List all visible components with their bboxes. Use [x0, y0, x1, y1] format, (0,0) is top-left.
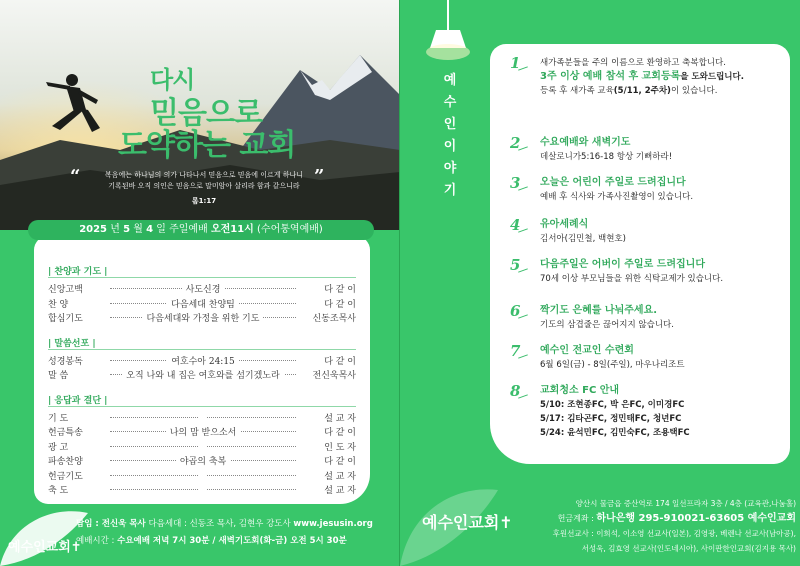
order-row [48, 311, 356, 325]
date-month-unit: 월 [133, 224, 143, 235]
order-item-detail-text: 나의 맘 받으소서 [166, 428, 241, 438]
date-month: 5 [123, 224, 131, 235]
offering-account-line [520, 511, 796, 526]
date-year: 2025 [79, 224, 108, 235]
section-label: | 찬양과 기도 | [48, 267, 108, 277]
order-item-name: 기 도 [48, 413, 69, 424]
title-line-2: 믿음으로 [150, 96, 262, 131]
news-card [490, 44, 790, 464]
service-date-banner [28, 220, 374, 240]
news-line: 5/24: 윤석민FC, 김민숙FC, 조용택FC [540, 428, 690, 438]
order-row [48, 411, 356, 425]
news-body [540, 258, 780, 286]
order-item-leader: 다 같 이 [324, 285, 356, 295]
news-number: 7 [510, 342, 521, 360]
order-item-leader: 다 같 이 [324, 428, 356, 438]
section-divider [48, 277, 356, 278]
service-name: 주일예배 [169, 224, 208, 235]
order-item-name: 신앙고백 [48, 285, 83, 295]
order-item-detail [110, 454, 296, 467]
church-logo [422, 510, 513, 533]
news-body [540, 56, 780, 98]
news-line: 예배 후 식사와 가족사진촬영이 있습니다. [540, 192, 694, 202]
order-item-detail-text: 야곱의 축복 [176, 457, 230, 467]
news-line: 새가족분들을 주의 이름으로 환영하고 축복합니다. [540, 58, 726, 68]
order-item-name: 파송찬양 [48, 457, 83, 467]
section-label: | 말씀선포 | [48, 338, 96, 349]
service-time: 오전11시 [210, 224, 254, 235]
news-line-rest: 을 도와드립니다. [680, 72, 744, 82]
order-item-detail [110, 440, 296, 450]
schedule-info: 수요예배 저녁 7시 30분 / 새벽기도회(화-금) 오전 5시 30분 [117, 536, 347, 546]
hero-image [0, 0, 400, 230]
order-row [48, 483, 356, 497]
news-number: 4 [510, 216, 521, 234]
order-item-leader: 전신욱목사 [312, 371, 356, 381]
order-item-detail [110, 311, 296, 324]
news-line: 김서아(김민철, 백현호) [540, 234, 626, 244]
order-item-detail-text: 다음세대 찬양팀 [167, 300, 239, 310]
cross-icon: ✝ [499, 513, 513, 532]
news-body [540, 384, 780, 440]
news-line: 데살로니가5:16-18 항상 기뻐하라! [540, 152, 673, 162]
section-label: | 응답과 결단 | [48, 395, 108, 406]
order-item-detail [110, 425, 296, 438]
news-number: 8 [510, 382, 521, 400]
order-item-leader: 설 교 자 [324, 471, 356, 482]
vertical-title-char: 이 [443, 139, 457, 154]
church-logo-text: 예수인교회 [8, 540, 71, 555]
order-row [48, 354, 356, 368]
vertical-title-char: 기 [443, 183, 457, 198]
news-line: 기도의 삼겹줄은 끊어지지 않습니다. [540, 320, 674, 330]
order-row [48, 297, 356, 311]
news-number: 5 [510, 256, 521, 274]
news-line: 5/17: 김타곤FC, 정민태FC, 청년FC [540, 414, 682, 424]
vertical-title-char: 예 [443, 73, 457, 88]
church-logo [8, 536, 82, 555]
order-row [48, 425, 356, 439]
order-item-name: 광 고 [48, 442, 69, 453]
pastor-label: 담임 : 전신욱 목사 [76, 519, 146, 529]
order-item-detail [110, 297, 296, 310]
order-item-name: 말 씀 [48, 371, 69, 381]
scripture-quote [84, 170, 324, 207]
order-item-leader: 설 교 자 [324, 413, 356, 424]
service-note: (수어통역예배) [257, 224, 323, 235]
order-row [48, 368, 356, 382]
quote-reference: 롬1:17 [191, 197, 217, 205]
close-quote-icon: ” [314, 166, 325, 187]
news-heading: 오늘은 어린이 주일로 드려집니다 [540, 177, 686, 188]
quote-line: 기록된바 오직 의인은 믿음으로 말미암아 살리라 함과 같으니라 [108, 182, 300, 190]
order-item-leader: 신동조목사 [312, 314, 356, 324]
news-line [540, 70, 780, 84]
church-address: 양산시 물금읍 증산역로 174 일선프라자 3층 / 4층 (교육관,나눔홀) [575, 499, 796, 508]
news-heading: 유아세례식 [540, 219, 589, 230]
date-day-unit: 일 [156, 224, 166, 235]
order-item-name: 헌금기도 [48, 471, 83, 482]
order-item-detail [110, 282, 296, 295]
order-item-detail-text [199, 440, 207, 450]
news-body [540, 176, 780, 204]
title-line-1: 다시 [150, 66, 195, 94]
news-body [540, 136, 780, 164]
schedule-label: 예배시간 : [76, 536, 115, 546]
news-heading: 예수인 전교인 수련회 [540, 345, 634, 356]
news-number: 6 [510, 302, 521, 320]
news-heading: 짝기도 은혜를 나눠주세요. [540, 305, 658, 316]
news-line [540, 84, 780, 98]
news-heading: 다음주일은 어버이 주일로 드려집니다 [540, 259, 706, 270]
order-item-name: 축 도 [48, 486, 69, 496]
news-line: 5/10: 조현종FC, 박 은FC, 이미경FC [540, 400, 685, 410]
news-number: 2 [510, 134, 521, 152]
staff-info: 다음세대 : 신동조 목사, 김현우 강도사 [148, 519, 291, 529]
section-divider [48, 349, 356, 350]
order-item-name: 헌금특송 [48, 428, 83, 438]
order-item-detail-text [199, 411, 207, 421]
news-body [540, 304, 780, 332]
news-highlight: 3주 이상 예배 참석 후 교회등록 [540, 71, 681, 82]
schedule-line [76, 533, 396, 550]
news-line: 70세 이상 부모님들을 위한 식탁교제가 있습니다. [540, 274, 724, 284]
order-item-detail-text [199, 483, 207, 493]
missionaries-line-1: 후원선교사 : 이희석, 이소영 선교사(일본), 김영광, 베렌나 선교사(남아공), [552, 529, 796, 538]
order-item-detail [110, 483, 296, 493]
order-item-detail-text: 다음세대와 가정을 위한 기도 [143, 314, 264, 324]
order-item-leader: 다 같 이 [324, 356, 356, 367]
order-item-detail-text: 여호수아 24:15 [167, 357, 239, 367]
news-heading: 교회청소 FC 안내 [540, 385, 620, 396]
left-footer [76, 516, 396, 550]
order-item-detail [110, 368, 296, 381]
order-row [48, 469, 356, 483]
quote-line: 복음에는 하나님의 의가 나타나서 믿음으로 믿음에 이르게 하나니 [104, 171, 304, 179]
order-item-name: 성경봉독 [48, 356, 83, 367]
account-label: 헌금계좌 : [557, 514, 594, 523]
title-line-3: 도약하는 교회 [118, 128, 296, 163]
order-row [48, 282, 356, 296]
order-item-leader: 인 도 자 [324, 442, 356, 453]
open-quote-icon: “ [70, 166, 81, 187]
news-number: 3 [510, 174, 521, 192]
order-item-leader: 다 같 이 [324, 299, 356, 310]
order-row [48, 454, 356, 468]
section-divider [48, 406, 356, 407]
news-line-bold: (5/11, 2주차) [613, 86, 671, 96]
order-item-leader: 다 같 이 [324, 457, 356, 467]
order-item-detail-text: 오직 나와 내 집은 여호와를 섬기겠노라 [122, 371, 283, 381]
order-item-detail-text [199, 469, 207, 479]
account-number: 하나은행 295-910021-63605 예수인교회 [596, 513, 796, 524]
news-heading: 수요예배와 새벽기도 [540, 137, 631, 148]
order-item-detail [110, 354, 296, 367]
news-line-part: 이 있습니다. [670, 86, 718, 96]
date-day: 4 [146, 224, 154, 235]
church-news-panel [400, 0, 800, 566]
staff-line [76, 516, 396, 533]
hanging-lamp-icon [418, 0, 478, 70]
church-logo-text: 예수인교회 [422, 513, 500, 532]
order-row [48, 440, 356, 454]
cross-icon: ✝ [70, 540, 82, 555]
vertical-title [440, 70, 460, 202]
order-of-service-card [34, 236, 370, 504]
date-year-unit: 년 [110, 224, 120, 235]
vertical-title-char: 야 [443, 161, 457, 176]
missionaries-line-2: 서성욱, 김효영 선교사(인도네시아), 사이판한인교회(김지용 목사) [581, 544, 796, 553]
vertical-title-char: 인 [443, 117, 457, 132]
right-footer [520, 496, 796, 556]
news-line: 6월 6일(금) - 8일(주일), 마우나리조트 [540, 360, 685, 370]
order-item-detail [110, 411, 296, 421]
news-body [540, 218, 780, 246]
order-item-name: 찬 양 [48, 299, 69, 310]
order-item-detail [110, 469, 296, 479]
news-line-part: 등록 후 새가족 교육 [540, 86, 614, 96]
order-item-leader: 설 교 자 [324, 486, 356, 496]
website-link[interactable]: www.jesusin.org [293, 519, 373, 529]
vertical-title-char: 수 [443, 95, 457, 110]
news-body [540, 344, 780, 372]
order-item-name: 합심기도 [48, 314, 83, 324]
order-item-detail-text: 사도신경 [182, 285, 225, 295]
news-number: 1 [510, 54, 521, 72]
